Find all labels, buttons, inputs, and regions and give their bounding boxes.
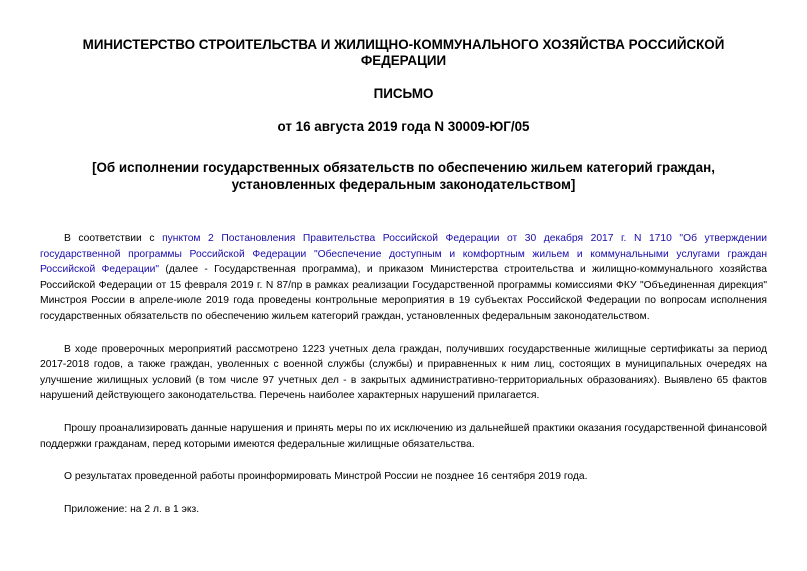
document-page — [40, 0, 767, 517]
document-subject: [Об исполнении государственных обязательств по обеспечению жильем категорий граждан, установленных федеральным законодательством] — [92, 160, 715, 192]
paragraph-2: В ходе проверочных мероприятий рассмотрено 1223 учетных дела граждан, получивших государственные жилищные сертификаты за период 2017-2018 годов, а также граждан, уволенных с военной службы (службы) и приравненных к ним лиц, состоящих в муниципальных очередях на улучшение жилищных условий (в том числе 97 учетных дел - в закрытых административно-территориальных образованиях). Выявлено 65 фактов нарушений действующего законодательства. Перечень наиболее характерных нарушений прилагается. — [40, 343, 767, 402]
document-type: ПИСЬМО — [373, 86, 434, 101]
attachment-note: Приложение: на 2 л. в 1 экз. — [64, 503, 200, 515]
paragraph-1-rest: (далее - Государственная программа), и приказом Министерства строительства и жилищно-коммунального хозяйства Российской Федерации от 15 февраля 2019 г. N 87/пр в рамках реализации Государственной программы комиссиями ФКУ "Объединенная дирекция" Минстроя России в апреле-июле 2019 года проведены контрольные мероприятия в 19 субъектах Российской Федерации по вопросам исполнения государственных обязательств по обеспечению жильем категорий граждан, установленных федеральным законодательством. — [40, 264, 767, 322]
document-date: от 16 августа 2019 года N 30009-ЮГ/05 — [277, 119, 530, 134]
resolution-link[interactable]: пунктом 2 Постановления Правительства Российской Федерации от 30 декабря 2017 г. N 1710 "Об утверждении государственной программы Российской Федерации "Обеспечение доступным и комфортным жильем и коммунальными услугами граждан Российской Федерации" — [40, 233, 768, 276]
paragraph-3: Прошу проанализировать данные нарушения и принять меры по их исключению из дальнейшей практики оказания государственной финансовой поддержки гражданам, перед которыми имеются федеральные жилищные обязательства. — [40, 422, 767, 450]
paragraph-4: О результатах проведенной работы проинформировать Минстрой России не позднее 16 сентября 2019 года. — [64, 471, 588, 483]
paragraph-1-intro: В соответствии с — [64, 233, 163, 244]
paragraph-1 — [40, 231, 767, 325]
ministry-title: МИНИСТЕРСТВО СТРОИТЕЛЬСТВА И ЖИЛИЩНО-КОММУНАЛЬНОГО ХОЗЯЙСТВА РОССИЙСКОЙ ФЕДЕРАЦИИ — [82, 37, 725, 68]
